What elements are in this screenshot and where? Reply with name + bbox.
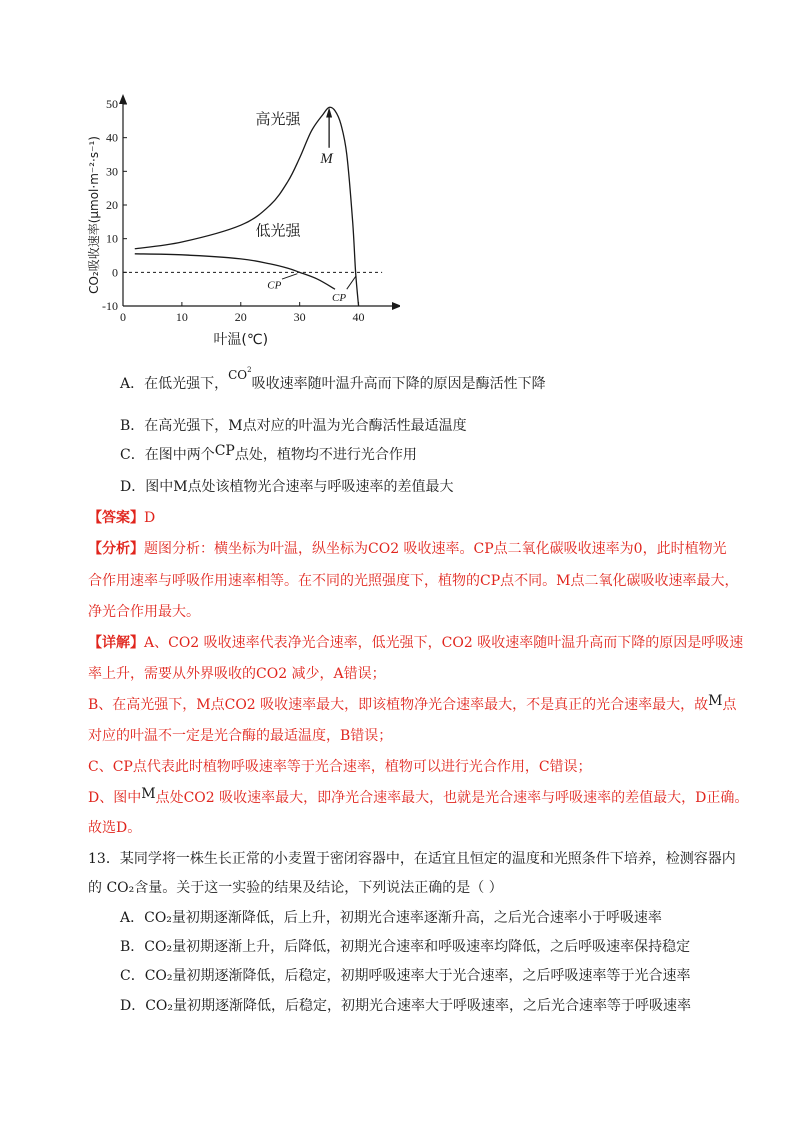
y-tick-label: 0 [112,265,118,280]
detail-m-letter-2: M [141,786,156,802]
option-c-prefix: C．在图中两个 [120,447,215,463]
y-tick-label: 40 [106,130,118,145]
low-light-curve [135,254,335,292]
y-tick-label: 30 [106,164,118,179]
cp-arrow-2 [347,276,356,289]
detail-m-letter: M [708,693,723,709]
detail-line-b1 [88,694,737,714]
detail-end: 故选D。 [88,820,142,836]
detail-text-d1b: 点处CO2 吸收速率最大，即净光合速率最大，也就是光合速率与呼吸速率的差值最大，D正确。 [155,790,749,806]
detail-line-d1 [88,787,748,807]
analysis-line-3: 净光合作用最大。 [88,604,200,620]
q13-option-a: A．CO₂量初期逐渐降低，后上升，初期光合速率逐渐升高，之后光合速率小于呼吸速率 [120,910,662,926]
option-b: B．在高光强下，M点对应的叶温为光合酶活性最适温度 [120,418,467,434]
m-label: M [320,150,333,167]
detail-line-b2: 对应的叶温不一定是光合酶的最适温度，B错误； [88,728,393,744]
y-tick-label: 50 [106,97,118,111]
detail-line-a2: 率上升，需要从外界吸收的CO2 减少，A错误； [88,666,386,682]
q13-option-c: C．CO₂量初期逐渐降低，后稳定，初期呼吸速率大于光合速率，之后呼吸速率等于光合速率 [120,968,691,984]
cp-label-1: CP [267,279,282,292]
y-tick-label: 20 [106,198,118,212]
q13-stem-2: 的 CO₂含量。关于这一实验的结果及结论，下列说法正确的是（ ） [88,880,503,896]
low-light-label: 低光强 [255,221,301,240]
analysis-line-1 [88,538,727,558]
analysis-label: 【分析】 [88,541,144,557]
answer-value: D [144,510,156,526]
y-tick-label: 10 [106,231,118,246]
option-a-prefix: A．在低光强下， [120,376,229,392]
detail-text-a1: A、CO2 吸收速率代表净光合速率，低光强下，CO2 吸收速率随叶温升高而下降的原因是呼吸速 [144,635,744,651]
option-a-co2: CO [228,368,248,382]
detail-text-d1a: D、图中 [88,790,142,806]
x-tick-label: 20 [234,310,247,324]
q13-stem-1: 13．某同学将一株生长正常的小麦置于密闭容器中，在适宜且恒定的温度和光照条件下培养，检测容器内 [88,851,736,867]
x-tick-label: 40 [352,310,365,324]
x-tick-label: 30 [293,310,306,324]
cp-label-2: CP [332,291,347,304]
co2-temperature-chart [70,88,400,350]
detail-label: 【详解】 [88,635,144,651]
detail-text-b1b: 点 [722,697,737,713]
high-light-label: 高光强 [255,110,301,129]
analysis-text-1: 题图分析：横坐标为叶温，纵坐标为CO2 吸收速率。CP点二氧化碳吸收速率为0，此时植物光 [144,541,727,557]
analysis-line-2: 合作用速率与呼吸作用速率相等。在不同的光照强度下，植物的CP点不同。M点二氧化碳吸收速率最大， [88,573,739,589]
option-c [120,444,417,464]
y-axis-label: CO₂吸收速率(μmol·m⁻²·s⁻¹) [87,136,101,294]
detail-line-a1 [88,632,743,652]
option-a: A．在低光强下，$CO^2$吸收速率随叶温升高而下降的原因是酶活性下降 [120,366,546,392]
y-axis-arrow [119,94,127,104]
x-axis-arrow [392,302,400,310]
option-c-cp: CP [214,443,235,459]
cp-arrow-1 [282,274,297,279]
high-light-curve [135,107,359,306]
answer-line [88,507,155,527]
y-tick-label: -10 [102,299,118,313]
answer-label: 【答案】 [88,510,144,526]
x-axis-label: 叶温(℃) [213,332,269,348]
option-c-suffix: 点处，植物均不进行光合作用 [234,447,417,463]
detail-text-b1a: B、在高光强下，M点CO2 吸收速率最大，即该植物净光合速率最大，不是真正的光合速率最大，故 [88,697,709,713]
q13-option-d: D．CO₂量初期逐渐降低，后稳定，初期光合速率大于呼吸速率，之后光合速率等于呼吸速率 [120,998,692,1014]
x-tick-label: 10 [175,310,188,324]
detail-line-c1: C、CP点代表此时植物呼吸速率等于光合速率，植物可以进行光合作用，C错误； [88,759,592,775]
option-d: D．图中M点处该植物光合速率与呼吸速率的差值最大 [120,479,454,495]
x-tick-label: 0 [120,310,126,324]
q13-option-b: B．CO₂量初期逐渐上升，后降低，初期光合速率和呼吸速率均降低，之后呼吸速率保持稳定 [120,939,691,955]
option-a-suffix: 吸收速率随叶温升高而下降的原因是酶活性下降 [251,376,546,392]
